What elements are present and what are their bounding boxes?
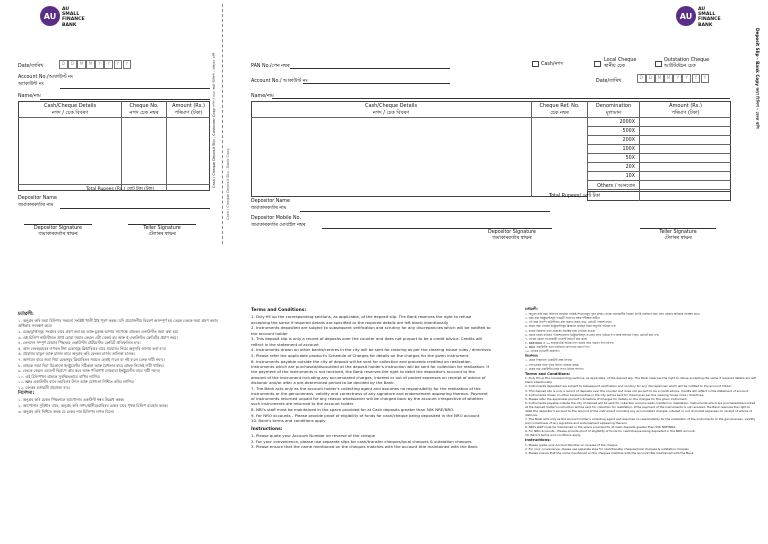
denom-others: Others / আনবোৰ xyxy=(597,184,635,189)
term-line: 8. NRI's staff must be maintained in the space provided for at Cash deposits greater than 50K NRE/NRO. xyxy=(525,424,677,429)
main-vertical-label: Deposit Slip - Bank Copy জমা চিলিপ - বেংক কপি xyxy=(755,28,760,129)
main-account-label: Account No./ আকাউণ্ট নং xyxy=(251,79,308,84)
term-line: ৫. আন বেংক/চহৰৰ ওপৰত টনা চেকসমূহ ক্লিয়াৰিঙৰ বাবে প্ৰযোজ্য নিয়ম অনুসৰি আদায় কৰা হ'ব। xyxy=(18,345,166,351)
back-middle-heading: Terms and Conditions: xyxy=(251,308,307,313)
pan-field[interactable] xyxy=(290,68,450,69)
back-right-instr-heading: নিৰ্দেশনা: xyxy=(525,353,539,358)
term-line: 5. Please refer the applicable product's Schedule of Charges for details on the charges for the given instrument. xyxy=(525,396,688,401)
term-line: 7. The Bank acts only as the account holder's collecting agent and assumes no responsibility for the realization of the instruments or the genuineness, validity and correctness of any signature and endorsement appearing thereon. Payment of instruments returned unpaid for any reason whatsoever will be charged back by the account irrespective of whether such instruments are returned to the account holder xyxy=(251,385,488,407)
bank-name: AU SMALL FINANCE BANK xyxy=(698,7,721,28)
back-left-heading: চৰ্তাৱলী: xyxy=(18,312,34,317)
denom-200: 200X xyxy=(622,138,635,143)
back-right-en-instr-heading: Instructions: xyxy=(525,437,551,442)
bank-name: AU SMALL FINANCE BANK xyxy=(62,7,85,28)
cf-date-label: Date/তাৰিখ xyxy=(18,64,44,69)
term-line: ১. অনুগ্ৰহ কৰি জমা চিলিপৰ সকলো সংশ্লিষ্ট খালী ঠাই পূৰণ কৰক। যদি প্ৰয়োজনীয় বিৱৰণ অসম্পূৰ্ণ হয় তেন্তে বেংকে জমা গ্ৰহণ কৰাৰ অধিকাৰ সংৰক্ষণ কৰে। xyxy=(18,318,218,329)
term-line: ৮. গ্ৰাহকে জমা দিয়া যিকোনো ইনষ্ট্ৰুমেণ্টৰ সঠিকতা আৰু বৈধতাৰ বাবে গ্ৰাহক নিজেই দায়ী থাকিব। xyxy=(18,362,164,368)
cf-teller-signature[interactable]: Teller Signature টেলাৰৰ স্বাক্ষৰ xyxy=(128,224,196,238)
depositor-mobile-label: Depositor Mobile No. xyxy=(251,216,301,221)
cf-details-header: Cash/Cheque Details নগদ / চেক বিবৰণ xyxy=(43,103,97,116)
main-depositor-name-label: Depositor Name xyxy=(251,199,290,204)
term-line: 5. Please refer the applicable product's Schedule of Charges for details on the charges for the given instrument xyxy=(251,352,469,358)
cf-vertical-tear-note: Cash / Cheque Deposit Slip - Bank Copy xyxy=(226,148,230,220)
local-cheque-checkbox[interactable] xyxy=(594,61,601,67)
term-line: ১. অনুগ্ৰহ কৰি জমা চিলিপৰ প্ৰযোজ্য সংশ্লিষ্ট শিতানসমূহ পূৰণ কৰক। বেংকে প্ৰয়োজনীয় বিৱৰণ নিৰ্দিষ্ট নকৰিলে জমা গ্ৰহণ নকৰাৰ অধিকাৰ সংৰক্ষণ কৰে। xyxy=(525,311,700,316)
denom-row-rule xyxy=(587,144,731,145)
local-cheque-label: Local Cheque স্থানীয় চেক xyxy=(604,58,637,69)
instr-line: ৩. অনুগ্ৰহ কৰি নিশ্চিত কৰক যে চেকৰ নাম চিলিপৰ লগত মিলে। xyxy=(18,408,115,414)
denom-row-rule xyxy=(587,171,731,172)
cf-account-field[interactable] xyxy=(60,88,210,89)
main-teller-signature[interactable]: Teller Signature টেলাৰৰ স্বাক্ষৰ xyxy=(640,228,716,242)
cf-account-label-alt: অ্যাকাউন্ট নং xyxy=(18,82,44,87)
main-date-label: Date/তাৰিখ xyxy=(596,79,622,84)
term-line: 3. This deposit slip is only a record of deposits over the counter and does not purport to be a credit advice. Credits will reflect in the statement of account. xyxy=(525,388,750,393)
back-right-heading: চৰ্তাৱলী: xyxy=(525,307,538,311)
back-left-terms xyxy=(18,312,230,414)
cash-checkbox[interactable] xyxy=(532,61,539,67)
cf-depositor-name-label: Depositor Name xyxy=(18,196,57,201)
term-line: ৯. NRO একাউণ্টৰ বাবে তহবিলৰ যোগ্যতাৰ প্ৰমাণ দিব। xyxy=(525,345,590,350)
term-line: 9. For NRO accounts - Please provide proof of eligibility of funds for cash/cheque being deposited in the NRO account xyxy=(251,412,480,418)
term-line: 1. Duly fill up the corresponding sections, as applicable, of the deposit slip. The Bank reserves the right to refuse accepting the same if required details are specified or the required details are left blank intentionally xyxy=(251,314,472,325)
term-line: ৬. জমাৰ চহৰৰ বাহিৰত পৰিশোধযোগ্য ইনষ্ট্ৰুমেণ্টসমূহ সংগ্ৰহৰ বাবে পঠোৱা হ'ব আৰু আদায়ৰ পিছত ক্ৰেডিট কৰা হ'ব। xyxy=(525,332,660,337)
cf-amount-header: Amount (Rs.) পৰিমাণ (টকা) xyxy=(172,103,205,116)
term-line: ৪. লেনদেন সম্পূৰ্ণ হোৱাৰ পিছতহে একাউণ্টৰ ষ্টেটমেণ্টত ক্ৰেডিট প্ৰতিফলিত হ'ব। xyxy=(18,340,141,346)
term-line: ৭. বেংকে কেৱল সংগ্ৰহকাৰী এজেণ্ট হিচাপে কাম কৰে। xyxy=(525,336,588,341)
back-right-en-heading: Terms and Conditions: xyxy=(525,371,571,376)
term-line: ৯. বেংকে কেৱল এজেণ্ট হিচাপে কাম কৰে আৰু পৰিশোধ নোহোৱা ইনষ্ট্ৰুমেণ্টৰ বাবে দায়ী নহ'ব। xyxy=(18,368,161,374)
back-left-instr-heading: নিৰ্দেশনা: xyxy=(18,391,35,397)
term-line: 4. Instruments drawn on other banks/centres in the city will be sent for clearing as per the clearing house rules / directives. xyxy=(525,392,705,397)
term-line: ৬. প্ৰযোজ্য মাচুল আৰু চাৰ্জৰ বাবে অনুগ্ৰহ কৰি বেংকৰ চাৰ্জৰ তালিকা চাওক। xyxy=(18,351,135,357)
instr-line: 2. For your convenience, please use separate slips for cash/transfer cheques/local cheques & outstation cheques xyxy=(525,446,689,451)
cf-depositor-name-field[interactable] xyxy=(60,208,210,209)
instr-line: 3. Please ensure that the name mentioned on the cheques matches with the account title maintained with the Bank xyxy=(251,444,478,450)
main-account-field[interactable] xyxy=(303,83,450,84)
term-line: 9. For NRO accounts - Please provide proof of eligibility of funds for cash/cheque being deposited in the NRO account. xyxy=(525,428,696,433)
cf-name-label: Name/নাম xyxy=(18,94,41,99)
main-total-rule xyxy=(639,191,640,201)
term-line: 8. NRI's staff must be maintained in the space provided for at Cash deposits greater than 50K NRE/NRO. xyxy=(251,407,455,413)
term-line: 6. Instruments payable outside the city of deposit will be sent for collection and proceeds credited on realization. Instruments which are purchased/discounted at the deposit holder's instruction will be sent for collection for realization. If the payment of the instruments is not received, the Bank reserves the right to debit the depositor's account to the amount of the instrument including any accumulated charges, interest or out of pocket expenses on receipt of advice of dishonor and/or after a pre-determined period to be decided by the Bank. xyxy=(251,358,489,385)
instr-line: ২. নগদ/চেকৰ বাবে পৃথক চিলিপ ব্যৱহাৰ কৰক। xyxy=(525,362,580,367)
term-line: ১১. NRI একাউণ্টৰ বাবে তহবিলৰ উৎস আৰু যোগ্যতা নিশ্চিত কৰিব লাগিব। xyxy=(18,379,134,385)
term-line: 10. Bank's terms and conditions apply xyxy=(251,418,326,424)
main-date-boxes[interactable]: D D M M Y Y Y Y xyxy=(637,74,710,83)
instr-line: ৩. চেকৰ নাম একাউণ্টৰ নামৰ লগত মিলিব লাগিব। xyxy=(525,366,584,371)
cf-account-label: Account No./আকাউণ্ট নং xyxy=(18,75,73,80)
term-line: ১০. এই চিলিপখন গ্ৰাহকে সুৰক্ষিতভাৱে ৰাখিব লাগিব। xyxy=(18,373,100,379)
cf-name-field[interactable] xyxy=(40,99,210,100)
instr-line: ২. আপোনাৰ সুবিধাৰ বাবে, অনুগ্ৰহ কৰি নগদ/স্থানীয়/বাহিৰৰ চেকৰ বাবে পৃথক চিলিপ ব্যৱহাৰ কৰক। xyxy=(18,402,168,408)
term-line: 7. The Bank acts only as the account holder's collecting agent and assumes no responsibility for the realization of the instruments or the genuineness, validity and correctness of any signature and endorsement appearing thereon. xyxy=(525,416,756,425)
denom-row-rule xyxy=(587,162,731,163)
main-depositor-name-label-alt: জমাকাৰকৰ্তাৰ নাম xyxy=(251,206,287,211)
term-line: ৮. NRE/NRO ত ৫০ হাজাৰতকৈ অধিক নগদ জমাৰ বাবে বিৱৰণ দিব লাগিব। xyxy=(525,341,614,346)
term-line: ২. চেক/ড্ৰাফ্টসমূহ সংগ্ৰহৰ বাবে গ্ৰহণ কৰা হয় আৰু চূড়ান্ত আদায় সাপেক্ষে গ্ৰাহকৰ একাউণ্টত জমা কৰা হয়। xyxy=(18,329,179,334)
term-line: ৩. এই জমা চিলিপ কাউণ্টাৰত কৰা জমাৰ ৰেকৰ্ড মাত্ৰ, ক্ৰেডিট পৰামৰ্শ নহয়। xyxy=(525,320,612,325)
depositor-mobile-label-alt: জমাকাৰকৰ্তাৰ মোবাইল নম্বৰ xyxy=(251,223,306,228)
main-name-field[interactable] xyxy=(272,98,730,99)
instr-line: 2. For your convenience, please use separate slips for cash/transfer cheques/local cheques & outstation cheques xyxy=(251,438,472,444)
depositor-mobile-field[interactable] xyxy=(322,228,482,229)
denom-500: 500X xyxy=(622,129,635,134)
main-ref-header: Cheque Ref. No. চেক নম্বৰ xyxy=(539,103,580,116)
denom-row-rule xyxy=(587,180,731,181)
instr-line: 1. Please quote your Account Number on reverse of the cheque xyxy=(251,433,375,439)
term-line: ১২. বেংকৰ চৰ্তাৱলী প্ৰযোজ্য হ'ব। xyxy=(18,384,70,390)
main-name-label: Name/নাম xyxy=(251,94,274,99)
cf-vertical-note: Cash / Cheque Deposit Slip - Customer Copy নগদ / চেক জমা চিলিপ - গ্ৰাহকৰ কপি xyxy=(212,52,216,188)
cash-label: Cash/নগদ xyxy=(541,62,563,67)
main-denomination-header: Denomination মূল্যমান xyxy=(595,103,632,116)
pan-label: PAN No./পেন নম্বৰ xyxy=(251,64,290,69)
back-middle-terms xyxy=(251,308,491,450)
term-line: ৫. চাৰ্জৰ বিৱৰণৰ বাবে প্ৰযোজ্য প্ৰডাক্টৰ চাৰ্জ তালিকা চাওক। xyxy=(525,328,596,333)
back-right-terms xyxy=(525,308,757,456)
denom-100: 100X xyxy=(622,147,635,152)
cf-cheque-no-header: Cheque No. নগদ চেক নম্বৰ xyxy=(129,103,159,116)
term-line: 1. Duly fill up the corresponding sections, as applicable, of the deposit slip. The Bank reserves the right to refuse accepting the same if required details are left blank intentionally. xyxy=(525,376,756,385)
cf-table-header-rule xyxy=(18,117,210,118)
main-total-label: Total Rupees/ মোট টকা xyxy=(549,194,600,199)
bank-logo-icon: AU xyxy=(40,6,60,26)
denom-10: 10X xyxy=(625,174,635,179)
term-line: 6. Instruments payable outside the city of deposit will be sent for collection and proceeds credited on realization. Instruments which are purchased/discounted at the deposit holder's instruction will be sent for collection for realization. If the payment of the instruments is not received, the Bank reserves the right to debit the depositor's account to the amount of the instrument including any accumulated charges, interest or out of pocket expenses on receipt of advice of dishonor. xyxy=(525,401,756,417)
term-line: ৪. চহৰৰ অন্য বেংকৰ ইনষ্ট্ৰুমেণ্টসমূহ ক্লিয়াৰিং হাউছৰ নিয়ম অনুসৰি পঠোৱা হ'ব। xyxy=(525,324,617,329)
term-line: ১০. বেংকৰ চৰ্তাৱলী প্ৰযোজ্য। xyxy=(525,349,560,354)
instr-line: 1. Please quote your Account Number on reverse of the cheque xyxy=(525,442,618,447)
term-line: 2. Instruments deposited are subject to subsequent verification and scrutiny for any discrepancies which will be notified to the account holder xyxy=(251,325,491,336)
term-line: 3. This deposit slip is only a record of deposits over the counter and does not purport to be a credit advice. Credits will reflect in the statement of account xyxy=(251,336,483,347)
cf-total-label: Total Rupees (Rs.) মোট টকা (টকা) xyxy=(86,186,155,192)
term-line: ২. জমা কৰা ইনষ্ট্ৰুমেণ্টসমূহ পৰৱৰ্তী সত্যাপন আৰু পৰীক্ষাৰ অধীন। xyxy=(525,315,601,320)
instr-line: 3. Please ensure that the name mentioned on the cheques matches with the account title maintained with the Bank xyxy=(525,451,694,456)
back-middle-instr-heading: Instructions: xyxy=(251,426,283,432)
denom-2000: 2000X xyxy=(619,120,635,125)
cf-depositor-name-label-alt: জমাকাৰকৰ্তাৰ নাম xyxy=(18,203,54,208)
main-depositor-name-field[interactable] xyxy=(300,211,550,212)
perforation-line xyxy=(222,4,223,244)
denom-row-rule xyxy=(587,126,731,127)
term-line: ৭. আদায়ৰ বাবে জমা দিয়া চেকসমূহ ক্লিয়াৰিঙৰ সময়ত হেৰাই গ'লে বা নষ্ট হ'লে বেংক দায়ী নহ'ব। xyxy=(18,356,165,362)
term-line: ৩. এই চিলিপ কাউণ্টাৰত প্ৰাপ্ত হোৱা জমাৰ কেৱল এটা ৰেকৰ্ড হয় আৰু ই একাউণ্টত ক্ৰেডিটৰ প্ৰমাণ নহয়। xyxy=(18,334,178,340)
instr-line: ১. চেকৰ পিছফালে একাউণ্ট নম্বৰ লিখক। xyxy=(525,358,573,363)
denom-row-rule xyxy=(587,135,731,136)
term-line: 10. Bank's terms and conditions apply. xyxy=(525,433,581,438)
term-line: 4. Instruments drawn on other banks/centres in the city will be sent for clearing as per the clearing house rules / directives xyxy=(251,347,491,353)
main-details-header: Cash/Cheque Details নগদ / চেক বিবৰণ xyxy=(364,103,418,116)
denom-20: 20X xyxy=(625,165,635,170)
outstation-cheque-checkbox[interactable] xyxy=(655,61,662,67)
cf-depositor-signature[interactable]: Depositor Signature জমাকাৰকৰ্তাৰ স্বাক্ষৰ xyxy=(24,224,92,238)
term-line: 2. Instruments deposited are subject to subsequent verification and scrutiny for any discrepancies which will be notified to the account holder. xyxy=(525,384,732,389)
main-amount-header: Amount (Rs.) পৰিমাণ (টকা) xyxy=(669,103,702,116)
cf-date-boxes[interactable]: D D M M Y Y Y Y xyxy=(59,60,132,69)
instr-line: ১. অনুগ্ৰহ কৰি চেকৰ পিছফালে আপোনাৰ একাউণ্ট নম্বৰ উল্লেখ কৰক। xyxy=(18,397,125,403)
main-total-row[interactable] xyxy=(587,191,731,201)
outstation-cheque-label: Outstation Cheque আউটষ্টেচন চেক xyxy=(664,58,710,69)
denom-50: 50X xyxy=(625,156,635,161)
denom-row-rule xyxy=(587,153,731,154)
main-depositor-signature[interactable]: Depositor Signature জমাকাৰকৰ্তাৰ স্বাক্ষৰ xyxy=(472,228,552,242)
main-table-header-rule xyxy=(251,117,731,118)
bank-logo-icon: AU xyxy=(676,6,696,26)
